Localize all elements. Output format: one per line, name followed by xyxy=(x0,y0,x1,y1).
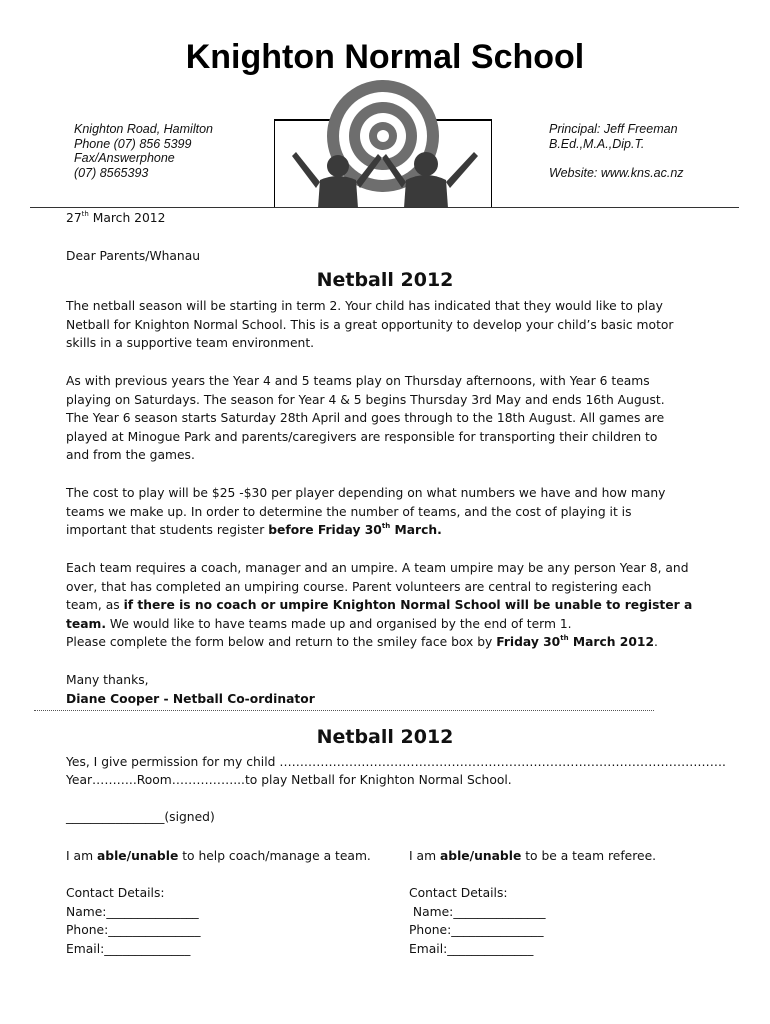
address-line: Knighton Road, Hamilton xyxy=(74,122,213,136)
able-unable-option[interactable]: able/unable xyxy=(439,849,522,863)
form-heading: Netball 2012 xyxy=(316,726,454,748)
date-suffix: th xyxy=(81,210,89,218)
paragraph-line xyxy=(66,596,736,615)
paragraph-line: played at Minogue Park and parents/caregivers are responsible for transporting their children to xyxy=(66,429,658,444)
name-field[interactable]: Name:_______________ xyxy=(409,904,546,919)
paragraph-line: and from the games. xyxy=(66,448,195,463)
permission-line[interactable]: Yes, I give permission for my child ………………………………………………………………………………………………. xyxy=(66,755,726,769)
coach-ability-line[interactable] xyxy=(66,847,371,866)
paragraph-line: teams we make up. In order to determine the number of teams, and the cost of playing it is xyxy=(66,504,632,519)
tear-off-line xyxy=(34,710,654,711)
year-room-line[interactable]: Year………..Room……………...to play Netball for Knighton Normal School. xyxy=(66,773,512,787)
referee-ability-line[interactable] xyxy=(409,847,656,866)
signoff xyxy=(66,690,736,709)
warning-bold: if there is no coach or umpire Knighton Normal School will be unable to register a xyxy=(123,598,693,613)
paragraph-schedule xyxy=(66,372,736,465)
paragraph-line: As with previous years the Year 4 and 5 teams play on Thursday afternoons, with Year 6 teams xyxy=(66,374,650,388)
paragraph-line: skills in a supportive team environment. xyxy=(66,336,315,351)
date-day: 27 xyxy=(66,211,82,225)
text-run: important that students register xyxy=(66,523,269,538)
paragraph-line xyxy=(66,521,736,540)
return-date-suffix: th xyxy=(560,634,569,643)
contact-label: Contact Details: xyxy=(66,886,165,901)
signoff-name: Diane Cooper - Netball Co-ordinator xyxy=(66,691,315,706)
text-run: to help coach/manage a team. xyxy=(178,849,371,863)
deadline-bold-end: March. xyxy=(390,523,442,538)
text-run: to be a team referee. xyxy=(521,849,657,863)
greeting: Dear Parents/Whanau xyxy=(66,249,201,263)
school-address xyxy=(74,122,213,180)
text-run: . xyxy=(654,635,658,650)
deadline-suffix: th xyxy=(381,522,391,531)
text-run: team, as xyxy=(66,598,124,613)
text-run: Please complete the form below and return to the smiley face box by xyxy=(66,635,497,650)
letter-date xyxy=(66,211,165,225)
return-date-bold-end: March 2012 xyxy=(568,635,655,650)
paragraph-line: The cost to play will be $25 -$30 per player depending on what numbers we have and how many xyxy=(66,486,666,500)
paragraph-line: Netball for Knighton Normal School. This is a great opportunity to develop your child’s basic motor xyxy=(66,317,674,332)
paragraph-line: over, that has completed an umpiring course. Parent volunteers are central to registering each xyxy=(66,579,652,594)
principal-info xyxy=(549,122,684,180)
paragraph-volunteers xyxy=(66,559,736,652)
thanks: Many thanks, xyxy=(66,673,149,687)
address-line: Phone (07) 856 5399 xyxy=(74,136,192,151)
contact-label: Contact Details: xyxy=(409,886,508,901)
paragraph-line xyxy=(66,615,736,634)
phone-field[interactable]: Phone:_______________ xyxy=(66,923,201,938)
school-name: Knighton Normal School xyxy=(185,38,585,76)
paragraph-line: Each team requires a coach, manager and an umpire. A team umpire may be any person Year 8, and xyxy=(66,561,689,575)
address-line: (07) 8565393 xyxy=(74,165,149,180)
text-run: I am xyxy=(409,849,440,863)
return-date-bold: Friday 30 xyxy=(496,635,561,650)
signature-line[interactable]: ________________(signed) xyxy=(66,810,215,824)
paragraph-line: The Year 6 season starts Saturday 28th April and goes through to the 18th August. All games are xyxy=(66,411,665,426)
text-run: I am xyxy=(66,849,97,863)
deadline-bold: before Friday 30 xyxy=(268,523,382,538)
principal-line: B.Ed.,M.A.,Dip.T. xyxy=(549,136,645,151)
signoff-block xyxy=(66,671,736,708)
warning-bold-end: team. xyxy=(66,616,107,631)
phone-field[interactable]: Phone:_______________ xyxy=(409,923,544,938)
form-right-column xyxy=(409,847,656,959)
date-rest: March 2012 xyxy=(88,211,166,225)
form-left-column xyxy=(66,847,371,959)
paragraph-line: The netball season will be starting in term 2. Your child has indicated that they would like to play xyxy=(66,299,663,313)
name-field[interactable]: Name:_______________ xyxy=(66,904,199,919)
paragraph-intro xyxy=(66,297,736,353)
website: Website: www.kns.ac.nz xyxy=(549,165,684,180)
address-line: Fax/Answerphone xyxy=(74,151,175,166)
paragraph-line xyxy=(66,633,736,652)
spiral-children-logo-icon xyxy=(274,80,492,208)
email-field[interactable]: Email:______________ xyxy=(409,941,534,956)
paragraph-line: playing on Saturdays. The season for Year 4 & 5 begins Thursday 3rd May and ends 16th August. xyxy=(66,392,665,407)
email-field[interactable]: Email:______________ xyxy=(66,941,191,956)
text-run: We would like to have teams made up and organised by the end of term 1. xyxy=(106,616,572,631)
able-unable-option[interactable]: able/unable xyxy=(96,849,179,863)
letter-heading: Netball 2012 xyxy=(316,269,454,291)
principal-line: Principal: Jeff Freeman xyxy=(549,122,678,136)
paragraph-cost xyxy=(66,484,736,540)
header-divider xyxy=(30,207,739,208)
principal-line xyxy=(549,151,684,166)
